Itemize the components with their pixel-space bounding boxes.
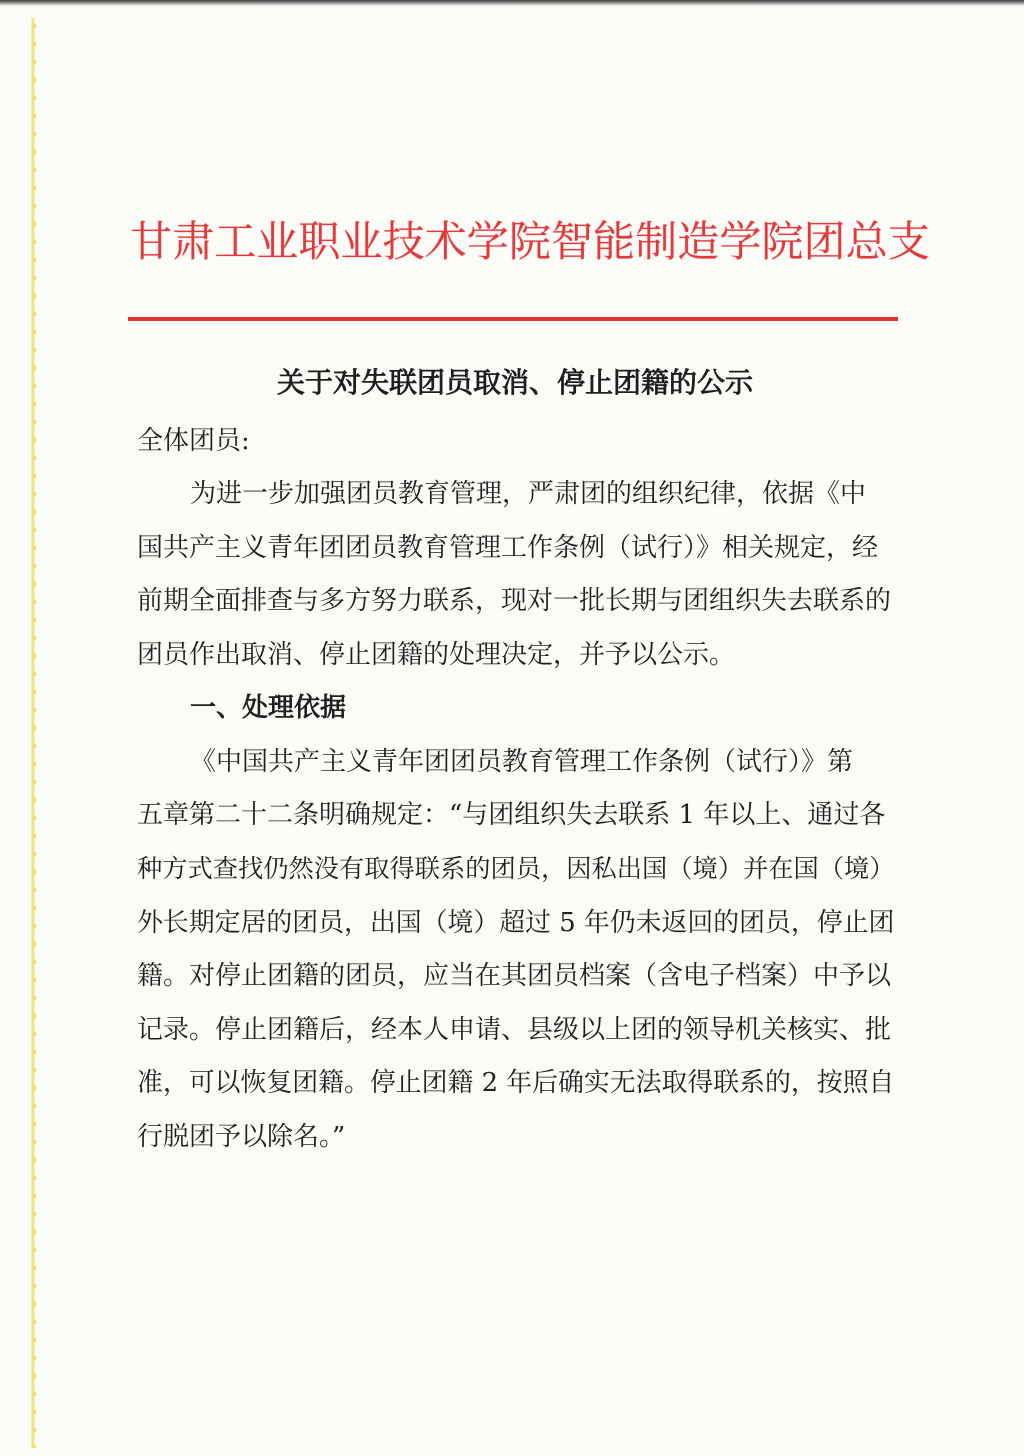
issuer-heading: 甘肃工业职业技术学院智能制造学院团总支 — [130, 217, 930, 266]
intro-line-1: 为进一步加强团员教育管理，严肃团的组织纪律，依据《中 — [190, 479, 867, 509]
basis-line-3: 种方式查找仍然没有取得联系的团员，因私出国（境）并在国（境） — [137, 854, 895, 883]
intro-line-3: 前期全面排查与多方努力联系，现对一批长期与团组织失去联系的 — [137, 586, 892, 616]
salutation: 全体团员: — [137, 426, 250, 456]
basis-line-1: 《中国共产主义青年团团员教育管理工作条例（试行）》第 — [190, 747, 854, 777]
intro-line-4: 团员作出取消、停止团籍的处理决定，并予以公示。 — [137, 640, 736, 670]
yellow-binding-strip — [27, 18, 41, 1448]
basis-line-6: 记录。停止团籍后，经本人申请、县级以上团的领导机关核实、批 — [137, 1015, 892, 1045]
basis-line-8: 行脱团予以除名。” — [137, 1122, 346, 1152]
basis-line-4: 外长期定居的团员，出国（境）超过 5 年仍未返回的团员，停止团 — [137, 908, 895, 938]
intro-line-2: 国共产主义青年团团员教育管理工作条例（试行）》相关规定，经 — [137, 533, 879, 563]
basis-line-7: 准，可以恢复团籍。停止团籍 2 年后确实无法取得联系的，按照自 — [137, 1068, 895, 1098]
red-divider-line — [128, 317, 898, 321]
basis-line-5: 籍。对停止团籍的团员，应当在其团员档案（含电子档案）中予以 — [137, 961, 892, 991]
section-heading-basis: 一、处理依据 — [190, 693, 347, 723]
scan-top-shadow — [0, 0, 1024, 6]
basis-line-2: 五章第二十二条明确规定：“与团组织失去联系 1 年以上、通过各 — [137, 800, 886, 830]
notice-title: 关于对失联团员取消、停止团籍的公示 — [276, 366, 753, 399]
